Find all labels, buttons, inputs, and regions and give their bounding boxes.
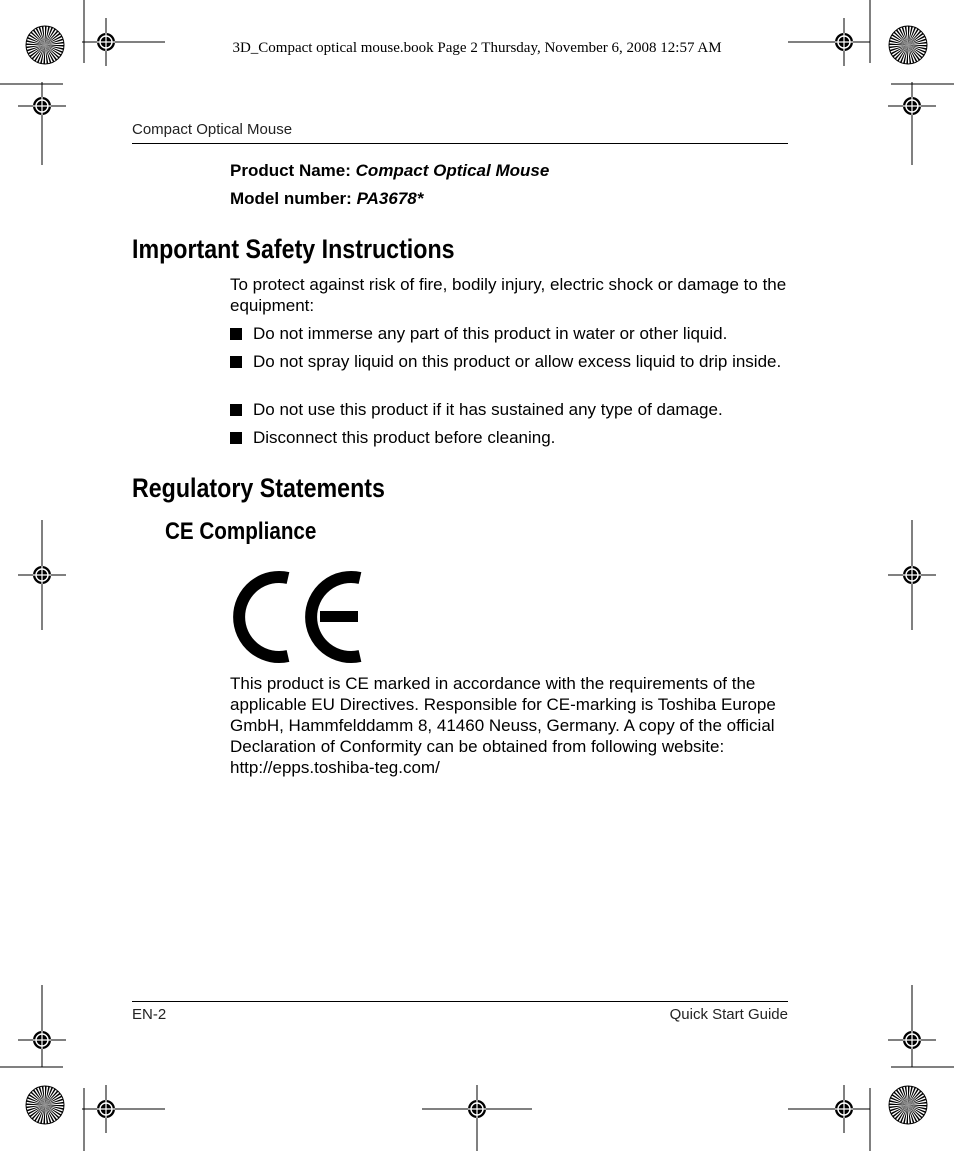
- running-header-title: Compact Optical Mouse: [132, 121, 293, 138]
- model-number-label: Model number:: [230, 189, 352, 208]
- safety-item: Do not immerse any part of this product in water or other liquid.: [230, 323, 790, 344]
- header-rule: [132, 143, 788, 144]
- bullet-square-icon: [230, 432, 242, 444]
- ce-compliance-heading: CE Compliance: [165, 518, 317, 545]
- footer-guide-title: Quick Start Guide: [669, 1006, 788, 1023]
- product-name-label: Product Name:: [230, 161, 351, 180]
- bullet-square-icon: [230, 328, 242, 340]
- ce-statement-paragraph: This product is CE marked in accordance with the requirements of the applicable EU Directives. Responsible for CE-marking is Toshiba Europe GmbH, Hammfelddamm 8, 41460 Neuss, Germany. A copy of the official Declaration of Conformity can be obtained from following website: http://epps.toshiba-teg.com/: [230, 674, 776, 777]
- safety-intro: To protect against risk of fire, bodily injury, electric shock or damage to the equipment:: [230, 275, 787, 315]
- safety-item: Do not use this product if it has sustained any type of damage.: [230, 399, 790, 420]
- ce-mark-logo: [238, 572, 368, 664]
- bullet-square-icon: [230, 356, 242, 368]
- regulatory-heading: Regulatory Statements: [132, 473, 385, 503]
- product-name-value: Compact Optical Mouse: [355, 161, 550, 180]
- safety-item: Disconnect this product before cleaning.: [230, 427, 790, 448]
- model-number-value: PA3678*: [356, 189, 424, 208]
- safety-item: Do not spray liquid on this product or allow excess liquid to drip inside.: [230, 351, 790, 372]
- product-name-line: [230, 161, 549, 181]
- safety-heading: Important Safety Instructions: [132, 234, 455, 264]
- footer-page-number: EN-2: [132, 1006, 167, 1023]
- print-slug-line: 3D_Compact optical mouse.book Page 2 Thursday, November 6, 2008 12:57 AM: [232, 40, 722, 56]
- footer-rule: [132, 1001, 788, 1002]
- bullet-square-icon: [230, 404, 242, 416]
- model-number-line: [230, 189, 423, 209]
